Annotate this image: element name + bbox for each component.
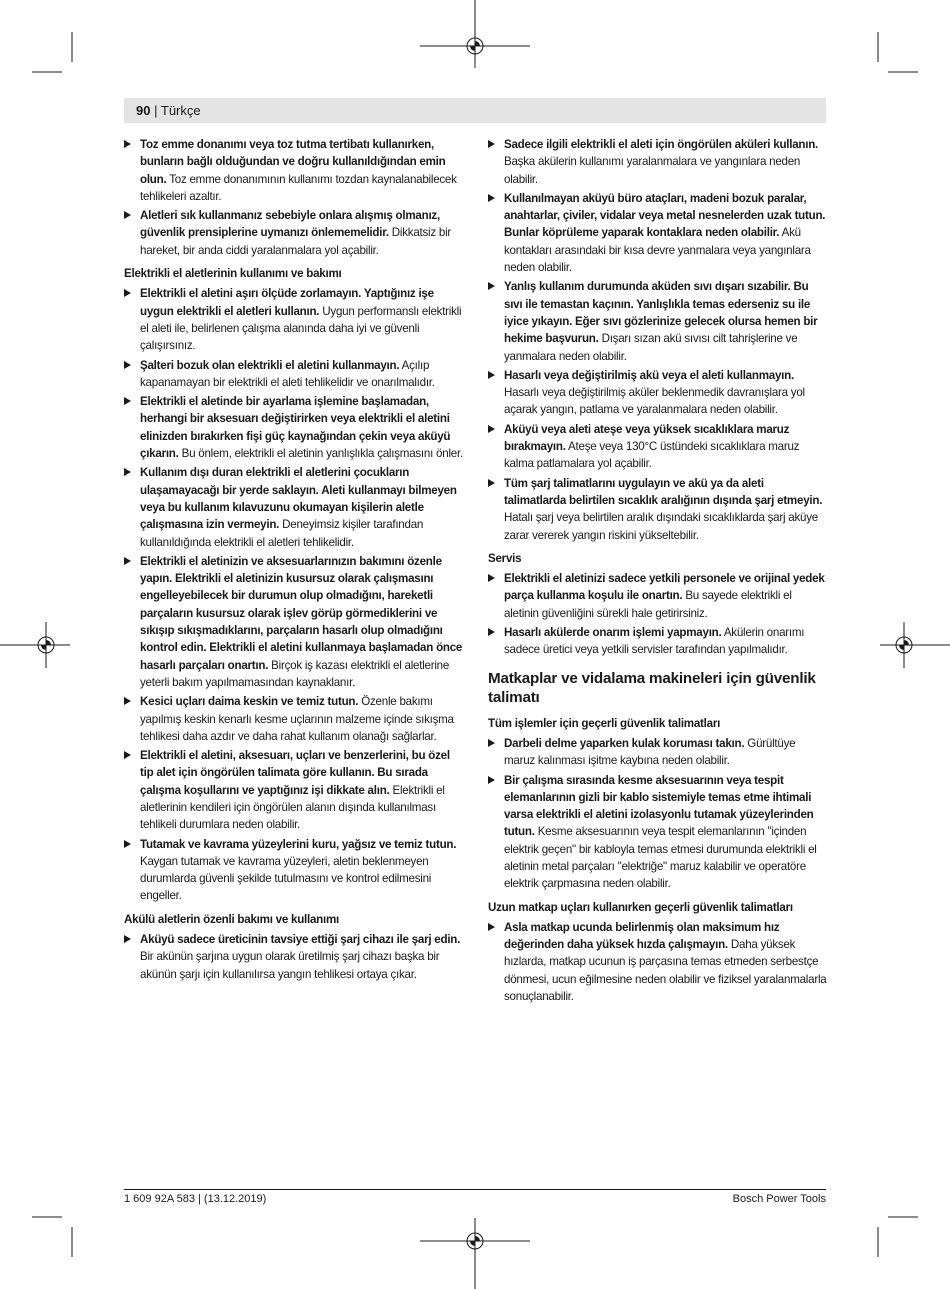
section-title-long-bits: Uzun matkap uçları kullanırken geçerli güvenlik talimatları [488, 900, 793, 914]
item-instruction: Şalteri bozuk olan elektrikli el aletini kullanmayın. [140, 358, 400, 372]
item-instruction: Aküyü veya aleti ateşe veya yüksek sıcaklıklara maruz bırakmayın. [504, 422, 790, 454]
item-instruction: Tutamak ve kavrama yüzeylerini kuru, yağsız ve temiz tutun. [140, 837, 457, 851]
bullet-arrow-icon [488, 282, 495, 290]
header-separator: | [154, 103, 158, 118]
item-explanation: Deneyimsiz kişiler tarafından kullanıldığında elektrikli el aletleri tehlikelidir. [140, 518, 424, 549]
left-list-c [124, 931, 464, 983]
list-item [488, 735, 828, 770]
right-list-d [488, 919, 828, 1005]
footer-rule [124, 1189, 826, 1190]
item-instruction: Aküyü sadece üreticinin tavsiye ettiği şarj cihazı ile şarj edin. [140, 933, 461, 947]
item-instruction: Elektrikli el aletinde bir ayarlama işlemine başlamadan, herhangi bir aksesuarı değiştirirken veya elektrikli el aletini elinizden bırakırken fişi güç kaynağından çekin veya aküyü çıkarın. [140, 395, 451, 461]
list-item [488, 278, 828, 364]
bullet-arrow-icon [488, 425, 495, 433]
bullet-arrow-icon [124, 289, 131, 297]
item-explanation: Gürültüye maruz kalınması işitme kaybına neden olabilir. [504, 736, 796, 768]
left-list-a [124, 136, 464, 259]
item-instruction: Aletleri sık kullanmanız sebebiyle onlara alışmış olmanız, güvenlik prensiplerine uymanızı önlememelidir. [140, 209, 440, 240]
item-explanation: Açılıp kapanamayan bir elektrikli el aleti tehlikelidir ve onarılmalıdır. [140, 358, 435, 389]
item-instruction: Elektrikli el aletini, aksesuarı, uçları ve benzerlerini, bu özel tip alet için öngörülen talimata göre kullanın. Bu sırada çalışma koşullarını ve yaptığınız işi dikkate alın. [140, 749, 450, 797]
list-item [124, 207, 464, 259]
page-header [136, 103, 201, 119]
list-item [124, 931, 464, 983]
list-item [488, 190, 828, 276]
item-explanation: Özenle bakımı yapılmış keskin kenarlı kesme uçlarının malzeme içinde sıkışma tehlikesi daha azdır ve daha rahat kullanım olanağı sağlarlar. [140, 695, 454, 743]
header-language: Türkçe [160, 103, 201, 118]
bullet-arrow-icon [124, 140, 131, 148]
bullet-arrow-icon [124, 468, 131, 476]
item-instruction: Yanlış kullanım durumunda aküden sıvı dışarı sızabilir. Bu sıvı ile temastan kaçının. Yanlışlıkla temas ederseniz su ile iyice yıkayın. Eğer sıvı gözlerinize gelecek olursa hemen bir hekime başvurun. [504, 280, 818, 346]
item-instruction: Elektrikli el aletinizin ve aksesuarlarınızın bakımını özenle yapın. Elektrikli el aletinizin kusursuz olarak çalışmasını engelleyebilecek bir durumun olup olmadığını, hareketli parçaların kusursuz olarak işlev görüp görmediklerini ve sıkışıp sıkışmadıklarını, parçaların hasarlı olup olmadığını kontrol edin. Elektrikli el aletini kullanmaya başlamadan önce hasarlı parçaları onartın. [140, 554, 463, 672]
item-instruction: Hasarlı akülerde onarım işlemi yapmayın. [504, 626, 722, 640]
item-explanation: Elektrikli el aletlerinin kendileri için öngörülen alanın dışında kullanılması tehlikeli durumlara neden olabilir. [140, 783, 445, 832]
item-explanation: Birçok iş kazası elektrikli el aletlerine yeterli bakım yapılmamasından kaynaklanır. [140, 658, 450, 689]
section-title-all-operations: Tüm işlemler için geçerli güvenlik talimatları [488, 716, 721, 730]
list-item [488, 772, 828, 893]
item-explanation: Daha yüksek hızlarda, matkap ucunun iş parçasına temas etmeden serbestçe dönmesi, ucun eğilmesine neden olabilir ve fiziksel yaralanmalarla sonuçlanabilir. [504, 938, 827, 1004]
list-item [124, 393, 464, 462]
list-item [124, 693, 464, 745]
list-item [488, 367, 828, 419]
list-item [124, 464, 464, 550]
item-instruction: Bir çalışma sırasında kesme aksesuarının veya tespit elemanlarının gizli bir kablo sistemiyle temas etme ihtimali varsa elektrikli el aletini izolasyonlu tutamak yüzeylerinden tutun. [504, 773, 814, 839]
item-instruction: Hasarlı veya değiştirilmiş akü veya el aleti kullanmayın. [504, 368, 794, 382]
item-instruction: Elektrikli el aletini aşırı ölçüde zorlamayın. Yaptığınız işe uygun elektrikli el aletleri kullanın. [140, 287, 434, 318]
item-explanation: Akü kontakları arasındaki bir kısa devre yanmalara veya yangınlara neden olabilir. [504, 226, 811, 275]
left-list-b [124, 285, 464, 904]
footer-doc-number: 1 609 92A 583 | (13.12.2019) [124, 1193, 267, 1205]
list-item [124, 285, 464, 354]
bullet-arrow-icon [488, 194, 495, 202]
bullet-arrow-icon [124, 361, 131, 369]
page-number: 90 [136, 103, 151, 118]
list-item [124, 136, 464, 205]
item-explanation: Ateşe veya 130°C üstündeki sıcaklıklara maruz kalma patlamalara yol açabilir. [504, 440, 800, 471]
list-item [488, 624, 828, 659]
bullet-arrow-icon [124, 557, 131, 565]
item-instruction: Sadece ilgili elektrikli el aleti için öngörülen aküleri kullanın. [504, 138, 819, 151]
item-explanation: Dikkatsiz bir hareket, bir anda ciddi yaralanmalara yol açabilir. [140, 226, 452, 257]
item-explanation: Uygun performanslı elektrikli el aleti ile, belirlenen çalışma alanında daha iyi ve güvenli çalışırsınız. [140, 304, 462, 353]
left-column [124, 136, 464, 985]
section-title-usage-care: Elektrikli el aletlerinin kullanımı ve bakımı [124, 267, 342, 281]
bullet-arrow-icon [124, 935, 131, 943]
page-header-bar [124, 98, 826, 123]
item-explanation: Bu sayede elektrikli el aletinin güvenliğini sürekli hale getirirsiniz. [504, 589, 792, 620]
bullet-arrow-icon [488, 371, 495, 379]
section-title-battery-tools: Akülü aletlerin özenli bakımı ve kullanımı [124, 912, 340, 926]
bullet-arrow-icon [488, 140, 495, 148]
right-list-a [488, 136, 828, 544]
bullet-arrow-icon [124, 211, 131, 219]
list-item [488, 919, 828, 1005]
item-instruction: Toz emme donanımı veya toz tutma tertibatı kullanırken, bunların bağlı olduğundan ve doğru kullanıldığından emin olun. [140, 138, 446, 186]
item-explanation: Kesme aksesuarının veya tespit elemanlarının "içinden elektrik geçen" bir kabloyla temas etmesi durumunda elektrikli el aletinin metal parçaları "elektriğe" maruz kalabilir ve operatöre elektrik çarpmasına neden olabilir. [504, 825, 817, 891]
item-instruction: Elektrikli el aletinizi sadece yetkili personele ve orijinal yedek parça kullanma koşulu ile onartın. [504, 572, 825, 603]
item-instruction: Asla matkap ucunda belirlenmiş olan maksimum hız değerinden daha yüksek hızda çalışmayın. [504, 920, 780, 952]
item-explanation: Bir akünün şarjına uygun olarak üretilmiş şarj cihazı başka bir akünün şarjı için kullanılırsa yangın tehlikesi ortaya çıkar. [140, 950, 440, 981]
item-instruction: Tüm şarj talimatlarını uygulayın ve akü ya da aleti talimatlarda belirtilen sıcaklık aralığının dışında şarj etmeyin. [504, 476, 823, 507]
bullet-arrow-icon [124, 397, 131, 405]
item-explanation: Başka akülerin kullanımı yaralanmalara ve yangınlara neden olabilir. [504, 155, 801, 186]
bullet-arrow-icon [488, 628, 495, 636]
right-column [488, 136, 828, 1007]
list-item [124, 553, 464, 691]
list-item [124, 836, 464, 905]
item-instruction: Kullanım dışı duran elektrikli el aletlerini çocukların ulaşamayacağı bir yerde saklayın. Aleti kullanmayı bilmeyen veya bu kullanım kılavuzunu okumayan kişilerin aletle çalışmasına izin vermeyin. [140, 466, 457, 532]
right-list-b [488, 570, 828, 658]
item-instruction: Darbeli delme yaparken kulak koruması takın. [504, 736, 745, 750]
list-item [124, 357, 464, 392]
list-item [488, 475, 828, 544]
bullet-arrow-icon [124, 840, 131, 848]
bullet-arrow-icon [124, 697, 131, 705]
item-explanation: Toz emme donanımının kullanımı tozdan kaynalanabilecek tehlikeleri azaltır. [140, 172, 457, 203]
item-explanation: Dışarı sızan akü sıvısı cilt tahrişlerine ve yanmalara neden olabilir. [504, 332, 798, 363]
list-item [488, 136, 828, 188]
item-explanation: Kaygan tutamak ve kavrama yüzeyleri, aletin beklenmeyen durumlarda güvenli şekilde tutulmasını ve kontrol edilmesini engeller. [140, 854, 432, 903]
main-heading-drills: Matkaplar ve vidalama makineleri için güvenlik talimatı [488, 669, 816, 706]
item-explanation: Bu önlem, elektrikli el aletinin yanlışlıkla çalışmasını önler. [181, 447, 463, 461]
bullet-arrow-icon [124, 751, 131, 759]
list-item [488, 570, 828, 622]
item-instruction: Kullanılmayan aküyü büro ataçları, madeni bozuk paralar, anahtarlar, çiviler, vidalar veya metal nesnelerden uzak tutun. Bunlar köprüleme yaparak kontaklara neden olabilir. [504, 191, 826, 240]
bullet-arrow-icon [488, 479, 495, 487]
bullet-arrow-icon [488, 923, 495, 931]
footer-brand: Bosch Power Tools [732, 1193, 826, 1205]
list-item [124, 747, 464, 833]
section-title-service: Servis [488, 551, 522, 565]
item-instruction: Kesici uçları daima keskin ve temiz tutun. [140, 695, 359, 709]
item-explanation: Akülerin onarımı sadece üretici veya yetkili servisler tarafından yapılmalıdır. [504, 626, 805, 657]
bullet-arrow-icon [488, 776, 495, 784]
bullet-arrow-icon [488, 574, 495, 582]
bullet-arrow-icon [488, 739, 495, 747]
item-explanation: Hatalı şarj veya belirtilen aralık dışındaki sıcaklıklarda şarj aküye zarar vererek yangın riskini yükseltebilir. [504, 511, 818, 542]
item-explanation: Hasarlı veya değiştirilmiş aküler beklenmedik davranışlara yol açarak yangın, patlama ve yaralanmalara neden olabilir. [504, 386, 805, 417]
list-item [488, 421, 828, 473]
right-list-c [488, 735, 828, 893]
